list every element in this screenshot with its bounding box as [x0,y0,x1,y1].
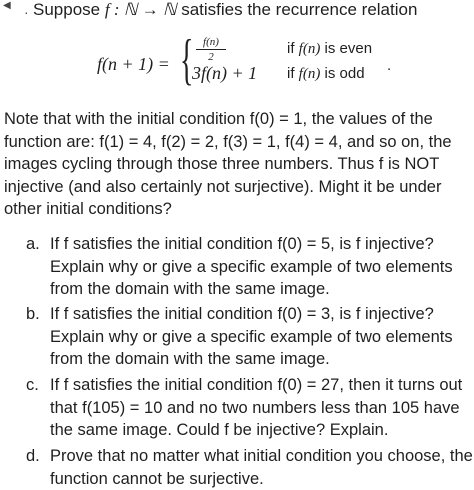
item-body [50,233,474,301]
item-line: that f(105) = 10 and no two numbers less than 105 have [50,397,474,420]
cond1-text: if [287,40,299,57]
item-label: d. [26,445,40,468]
item-body [50,445,474,490]
case1-fraction [196,36,226,63]
item-line: function cannot be surjective. [50,468,474,490]
item-label: a. [26,233,40,256]
item-body [50,374,474,442]
note-paragraph [4,108,474,221]
case1-numerator: f(n) [196,36,226,50]
case2-condition [287,65,365,83]
bullet-marker-icon: ◀ [3,0,11,11]
item-line: the same image. Could f be injective? Explain. [50,419,474,442]
note-line: other initial conditions? [4,198,474,221]
item-body [50,303,474,371]
intro-text-after: satisfies the recurrence relation [176,0,417,19]
list-dot-icon: · [24,4,29,20]
item-line: If f satisfies the initial condition f(0) = 3, is f injective? [50,303,474,326]
item-line: If f satisfies the initial condition f(0) = 5, is f injective? [50,233,474,256]
item-label: b. [26,303,40,326]
item-line: Explain why or give a specific example of two elements [50,256,474,279]
intro-map: f : ℕ → ℕ [105,0,177,19]
intro-sentence [33,0,417,20]
left-brace-icon: { [180,32,193,88]
item-line: from the domain with the same image. [50,278,474,301]
intro-text-before: Suppose [33,0,105,19]
case1-denominator: 2 [196,50,226,63]
item-line: Explain why or give a specific example of two elements [50,326,474,349]
item-line: from the domain with the same image. [50,348,474,371]
item-line: If f satisfies the initial condition f(0) = 27, then it turns out [50,374,474,397]
case2-expression: 3f(n) + 1 [192,63,257,84]
cond2-math: f(n) [299,66,321,82]
note-line: injective (and also certainly not surjective). Might it be under [4,176,474,199]
note-line: Note that with the initial condition f(0) = 1, the values of the [4,108,474,131]
case1-condition [287,40,372,58]
item-line: Prove that no matter what initial condition you choose, the [50,445,474,468]
note-line: images cycling through those three numbers. Thus f is NOT [4,153,474,176]
recurrence-equation [0,36,474,88]
item-label: c. [26,374,39,397]
cond1-tail: is even [320,40,372,57]
cond1-math: f(n) [299,41,321,57]
cond2-text: if [287,65,299,82]
note-line: function are: f(1) = 4, f(2) = 2, f(3) = 1, f(4) = 4, and so on, the [4,131,474,154]
cond2-tail: is odd [320,65,364,82]
equation-period: . [387,57,391,74]
equation-lhs: f(n + 1) = [97,54,170,75]
